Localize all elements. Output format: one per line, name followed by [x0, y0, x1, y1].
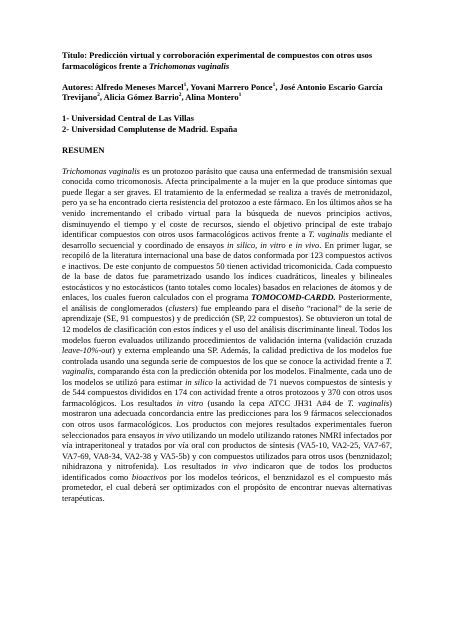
author-list: Autores: Alfredo Meneses Marcel$^1$, Yovani Marrero Ponce$^1$, José Antonio Escario García Trevijano$^2$, Alicia Gómez Barrio$^2$, Alina Montero$^1$: [62, 81, 383, 103]
abstract-run: in vivo: [157, 429, 181, 440]
abstract-run: in vitro: [176, 397, 204, 408]
title-organism: Trichomonas vaginalis: [148, 60, 230, 71]
abstract-run: in vivo: [295, 239, 320, 250]
abstract-run: T. vaginalis: [62, 355, 392, 377]
abstract-run: e: [285, 239, 296, 250]
abstract-run: , comparando ésta con la predicción obtenida por los modelos. Finalmente, cada uno de los modelos se utilizó para estimar: [62, 366, 392, 387]
affiliation-list: [62, 113, 392, 134]
title-text: Título: Predicción virtual y corroboración experimental de compuestos con otros usos farmacológicos frente a: [62, 50, 373, 71]
author-affiliation-mark: 2: [178, 92, 182, 99]
abstract-run: in vivo: [221, 461, 248, 472]
abstract-run: leave-10%-out: [62, 345, 113, 356]
authors-label: Autores:: [62, 81, 94, 92]
abstract-run: T. vaginalis: [347, 397, 390, 408]
abstract-body: [62, 166, 392, 504]
abstract-run: Trichomonas vaginalis: [62, 165, 140, 176]
abstract-run: es un protozoo parásito que causa una enfermedad de transmisión sexual conocida como tricomonosis. Afecta principalmente a la mujer en la que produce síntomas que puede llegar a ser graves. El tratamiento de la enfermedad se realiza a través de metronidazol, pero ya se ha encontrado cierta resistencia del protozoo a este fármaco. En los últimos años se ha venido incrementando el cribado virtual para la búsqueda de nuevos principios activos, disminuyendo el tiempo y el coste de recursos, siendo el objetivo principal de este trabajo identificar compuestos con otros usos farmacológicos activos frente a: [62, 165, 393, 240]
author-affiliation-mark: 1: [183, 81, 187, 88]
author-name: Alicia Gómez Barrio: [103, 92, 179, 103]
affiliation-item: 1- Universidad Central de Las Villas: [62, 113, 194, 124]
paper-content: [62, 50, 392, 503]
paper-title: [62, 50, 392, 71]
abstract-run: indicaron que de todos los productos identificados como: [62, 461, 392, 482]
author-name: Alina Montero: [185, 92, 239, 103]
author-affiliation-mark: 1: [272, 81, 276, 88]
author-affiliation-mark: 1: [238, 92, 242, 99]
abstract-run: bioactivos: [131, 471, 167, 482]
abstract-run: in silico: [185, 376, 213, 387]
abstract-run: (usando la cepa ATCC JH31 A#4 de: [203, 397, 348, 408]
abstract-run: Posteriormente, el análisis de conglomerados (: [62, 292, 392, 313]
abstract-run: por los modelos teóricos, el benznidazol es el compuesto más prometedor, el cual deberá ser optimizados con el propósito de encontrar nuevas alternativas terapéuticas.: [62, 471, 392, 503]
author-name: José Antonio Escario García Trevijano: [62, 81, 383, 103]
abstract-heading: RESUMEN: [62, 144, 105, 155]
author-name: Alfredo Meneses Marcel: [95, 81, 184, 92]
abstract-run: mediante el desarrollo secuencial y coordinado de ensayos: [62, 229, 392, 250]
abstract-run: in silico, in vitro: [227, 239, 286, 250]
abstract-run: T. vaginalis: [308, 229, 349, 240]
author-name: Yovani Marrero Ponce: [190, 81, 273, 92]
abstract-run: la actividad de 71 nuevos compuestos de síntesis y de 544 compuestos divididos en 174 con actividad frente a otros protozoos y 370 con otros usos farmacológicos. Los resultados: [62, 376, 392, 408]
affiliation-item: 2- Universidad Complutense de Madrid. España: [62, 123, 238, 134]
abstract-run: clusters: [168, 302, 195, 313]
author-affiliation-mark: 2: [97, 92, 100, 99]
abstract-run: ) fue empleando para el diseño “racional” de la serie de aprendizaje (SE, 91 compuestos) y de predicción (SP, 22 compuestos). Se obtuvieron un total de 12 modelos de clasificación con estos índices y el uso del análisis discriminante lineal. Todos los modelos fueron evaluados utilizando procedimientos de validación interna (validación cruzada: [62, 302, 392, 345]
abstract-run: . En primer lugar, se recopiló de la literatura internacional una base de datos conformada por 123 compuestos activos e inactivos. De este conjunto de compuestos 50 tienen actividad tricomonicida. Cada compuesto de la base de datos fue parametrizado usando los índices cuadráticos, lineales y bilineales estocásticos y no estocásticos (tanto totales como locales) basados en relaciones de átomos y de enlaces, los cuales fueron calculados con el programa: [62, 239, 392, 303]
abstract-run: utilizando un modelo utilizando ratones NMRI infectados por vía intraperitoneal y tratados por vía oral con productos de síntesis (VA5-10, VA2-25, VA7-67, VA7-69, VA8-34, VA2-38 y VA5-5b) y con compuestos utilizados para otros usos (benznidazol; nihidrazona y nitrofenida). Los resultados: [62, 429, 393, 472]
abstract-run: TOMOCOMD-CARDD.: [251, 292, 336, 303]
abstract-run: ) y externa empleando una SP. Además, la calidad predictiva de los modelos fue controlada usando una segunda serie de compuestos de los que se conoce la actividad frente a: [62, 345, 392, 366]
abstract-run: ) mostraron una adecuada concordancia entre las predicciones para los 9 fármacos seleccionados con otros usos farmacológicos. Los productos con mejores resultados experimentales fueron seleccionados para ensayos: [62, 397, 392, 440]
